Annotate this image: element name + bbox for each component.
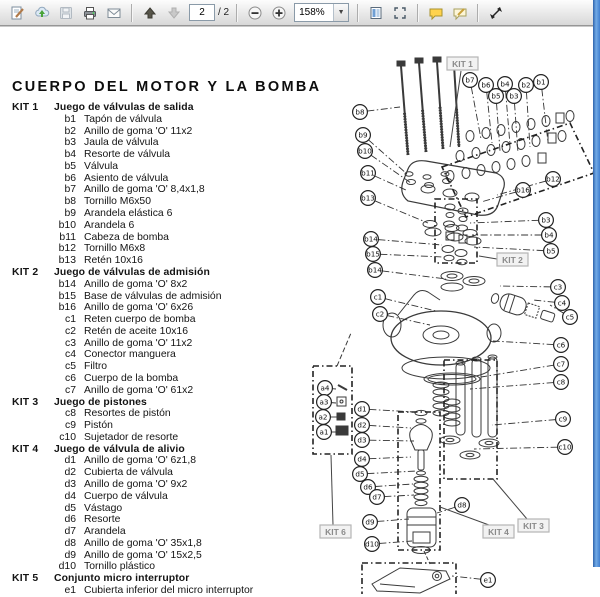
svg-text:KIT 4: KIT 4 bbox=[488, 527, 509, 537]
diagram-callout bbox=[355, 452, 370, 467]
kit-name: Juego de pistones bbox=[54, 397, 147, 409]
part-code: d9 bbox=[12, 550, 84, 562]
diagram-callout bbox=[371, 290, 386, 305]
svg-text:KIT 6: KIT 6 bbox=[325, 527, 346, 537]
svg-text:b5: b5 bbox=[491, 92, 500, 101]
diagram-kit-label bbox=[497, 253, 528, 266]
part-code: b2 bbox=[12, 126, 84, 138]
part-label: Resortes de pistón bbox=[84, 408, 171, 420]
kit-dashed-box bbox=[398, 412, 440, 550]
save-icon[interactable] bbox=[55, 3, 77, 23]
diagram-callout bbox=[546, 172, 561, 187]
part-code: c10 bbox=[12, 432, 84, 444]
svg-text:d8: d8 bbox=[457, 501, 467, 510]
toolbar-separator bbox=[131, 4, 133, 22]
part-label: Tornillo M6x8 bbox=[84, 243, 145, 255]
part-label: Anillo de goma 'O' 6z1,8 bbox=[84, 455, 196, 467]
diagram-callout bbox=[356, 128, 371, 143]
part-label: Cubierta inferior del micro interruptor bbox=[84, 585, 253, 597]
diagram-callout bbox=[481, 573, 496, 588]
part-code: d4 bbox=[12, 491, 84, 503]
part-code: c4 bbox=[12, 349, 84, 361]
part-code: c5 bbox=[12, 361, 84, 373]
part-code: d10 bbox=[12, 561, 84, 573]
zoom-out-icon[interactable] bbox=[244, 3, 266, 23]
part-code: b13 bbox=[12, 255, 84, 267]
part-label: Tornillo plástico bbox=[84, 561, 155, 573]
part-code: d5 bbox=[12, 503, 84, 515]
diagram-callout bbox=[507, 89, 522, 104]
part-code: b7 bbox=[12, 184, 84, 196]
fit-page-icon[interactable] bbox=[389, 3, 411, 23]
part-label: Base de válvulas de admisión bbox=[84, 291, 221, 303]
diagram-kit-label bbox=[320, 525, 351, 538]
part-code: b10 bbox=[12, 220, 84, 232]
zoom-level-value: 158% bbox=[295, 7, 333, 18]
toolbar-separator bbox=[477, 4, 479, 22]
diagram-callout bbox=[554, 338, 569, 353]
diagram-callout bbox=[373, 307, 388, 322]
svg-text:b3: b3 bbox=[509, 92, 518, 101]
svg-text:c9: c9 bbox=[559, 415, 568, 424]
svg-text:b10: b10 bbox=[358, 147, 372, 156]
part-code: b3 bbox=[12, 137, 84, 149]
kit-id: KIT 2 bbox=[12, 267, 54, 279]
svg-text:c6: c6 bbox=[557, 341, 566, 350]
diagram-callout bbox=[365, 537, 380, 552]
part-code: b1 bbox=[12, 114, 84, 126]
part-code: c2 bbox=[12, 326, 84, 338]
cloud-upload-icon[interactable] bbox=[31, 3, 53, 23]
diagram-callout bbox=[463, 73, 478, 88]
part-label: Anillo de goma 'O' 11x2 bbox=[84, 126, 192, 138]
part-label: Cuerpo de válvula bbox=[84, 491, 168, 503]
part-label: Resorte bbox=[84, 514, 120, 526]
svg-text:c1: c1 bbox=[374, 293, 383, 302]
part-label: Anillo de goma 'O' 8,4x1,8 bbox=[84, 184, 205, 196]
part-code: b5 bbox=[12, 161, 84, 173]
svg-text:b8: b8 bbox=[355, 108, 365, 117]
svg-text:b5: b5 bbox=[546, 247, 555, 256]
svg-text:d4: d4 bbox=[357, 455, 367, 464]
page-total-label: / 2 bbox=[218, 7, 229, 18]
part-label: Arandela 6 bbox=[84, 220, 134, 232]
svg-text:b12: b12 bbox=[546, 175, 560, 184]
part-label: Anillo de goma 'O' 35x1,8 bbox=[84, 538, 202, 550]
diagram-callout bbox=[361, 191, 376, 206]
exploded-diagram bbox=[0, 27, 600, 594]
svg-text:b11: b11 bbox=[361, 169, 375, 178]
part-label: Cabeza de bomba bbox=[84, 232, 169, 244]
part-label: Anillo de goma 'O' 9x2 bbox=[84, 479, 187, 491]
kit-id: KIT 5 bbox=[12, 573, 54, 585]
diagram-kit-label bbox=[483, 525, 514, 538]
part-code: d6 bbox=[12, 514, 84, 526]
part-label: Retén de aceite 10x16 bbox=[84, 326, 188, 338]
svg-text:d9: d9 bbox=[365, 518, 375, 527]
part-code: c3 bbox=[12, 338, 84, 350]
svg-text:KIT 3: KIT 3 bbox=[523, 521, 544, 531]
diagram-kit-label bbox=[518, 519, 549, 532]
part-code: b16 bbox=[12, 302, 84, 314]
diagram-callout bbox=[316, 410, 331, 425]
kit-name: Juego de válvula de alivio bbox=[54, 444, 185, 456]
diagram-callout bbox=[556, 412, 571, 427]
edit-icon[interactable] bbox=[7, 3, 29, 23]
part-label: Sujetador de resorte bbox=[84, 432, 178, 444]
chevron-down-icon[interactable]: ▼ bbox=[333, 4, 348, 21]
svg-text:b15: b15 bbox=[366, 250, 380, 259]
svg-text:b6: b6 bbox=[481, 81, 491, 90]
diagram-callout bbox=[519, 78, 534, 93]
kit-dashed-box bbox=[313, 366, 352, 454]
diagram-callout bbox=[317, 425, 332, 440]
part-label: Cubierta de válvula bbox=[84, 467, 173, 479]
svg-text:a3: a3 bbox=[320, 398, 329, 407]
svg-text:b16: b16 bbox=[516, 186, 530, 195]
part-code: d2 bbox=[12, 467, 84, 479]
diagram-callout bbox=[516, 183, 531, 198]
diagram-kit-label bbox=[447, 57, 478, 70]
diagram-callout bbox=[551, 280, 566, 295]
email-icon[interactable] bbox=[103, 3, 125, 23]
kit-id: KIT 1 bbox=[12, 102, 54, 114]
part-code: c8 bbox=[12, 408, 84, 420]
part-label: Anillo de goma 'O' 11x2 bbox=[84, 338, 192, 350]
diagram-callout bbox=[455, 498, 470, 513]
kit-name: Juego de válvulas de salida bbox=[54, 102, 194, 114]
part-label: Filtro bbox=[84, 361, 107, 373]
diagram-callout bbox=[558, 440, 573, 455]
part-label: Jaula de válvula bbox=[84, 137, 159, 149]
part-code: b9 bbox=[12, 208, 84, 220]
toolbar-separator bbox=[357, 4, 359, 22]
part-code: d3 bbox=[12, 479, 84, 491]
svg-text:d7: d7 bbox=[372, 493, 381, 502]
part-label: Arandela elástica 6 bbox=[84, 208, 172, 220]
zoom-in-icon[interactable] bbox=[268, 3, 290, 23]
diagram-callout bbox=[358, 144, 373, 159]
svg-text:b14: b14 bbox=[368, 266, 382, 275]
svg-text:b2: b2 bbox=[521, 81, 530, 90]
kit-dashed-box bbox=[442, 123, 594, 217]
diagram-callout bbox=[366, 247, 381, 262]
svg-text:d3: d3 bbox=[357, 436, 366, 445]
svg-text:b14: b14 bbox=[364, 235, 378, 244]
svg-text:b4: b4 bbox=[500, 80, 510, 89]
svg-text:d2: d2 bbox=[357, 421, 366, 430]
part-code: d8 bbox=[12, 538, 84, 550]
svg-text:b7: b7 bbox=[465, 76, 474, 85]
part-label: Anillo de goma 'O' 15x2,5 bbox=[84, 550, 202, 562]
part-label: Conector manguera bbox=[84, 349, 176, 361]
svg-text:b4: b4 bbox=[544, 231, 554, 240]
kit-id: KIT 3 bbox=[12, 397, 54, 409]
part-code: c7 bbox=[12, 385, 84, 397]
svg-text:b1: b1 bbox=[536, 78, 545, 87]
svg-text:c10: c10 bbox=[558, 443, 572, 452]
diagram-callout bbox=[361, 166, 376, 181]
diagram-callout bbox=[363, 515, 378, 530]
part-code: b12 bbox=[12, 243, 84, 255]
pdf-toolbar bbox=[0, 0, 600, 26]
diagram-callout bbox=[539, 213, 554, 228]
diagram-callout bbox=[317, 395, 332, 410]
note-icon[interactable] bbox=[449, 3, 471, 23]
svg-text:c8: c8 bbox=[557, 378, 566, 387]
part-label: Vástago bbox=[84, 503, 122, 515]
document-page bbox=[0, 27, 593, 567]
part-code: b6 bbox=[12, 173, 84, 185]
svg-text:KIT 1: KIT 1 bbox=[452, 59, 473, 69]
diagram-callout bbox=[353, 105, 368, 120]
svg-text:b13: b13 bbox=[361, 194, 375, 203]
comment-icon[interactable] bbox=[425, 3, 447, 23]
part-code: b8 bbox=[12, 196, 84, 208]
actual-size-icon[interactable] bbox=[485, 3, 507, 23]
toolbar-separator bbox=[417, 4, 419, 22]
svg-text:c4: c4 bbox=[558, 299, 567, 308]
part-label: Resorte de válvula bbox=[84, 149, 170, 161]
part-label: Válvula bbox=[84, 161, 118, 173]
part-label: Tapón de válvula bbox=[84, 114, 162, 126]
svg-text:d10: d10 bbox=[365, 540, 379, 549]
svg-text:a2: a2 bbox=[319, 413, 328, 422]
page-up-icon[interactable] bbox=[139, 3, 161, 23]
diagram-callout bbox=[364, 232, 379, 247]
zoom-level-select[interactable] bbox=[294, 3, 349, 22]
part-label: Anillo de goma 'O' 61x2 bbox=[84, 385, 193, 397]
page-title: CUERPO DEL MOTOR Y LA BOMBA bbox=[12, 79, 321, 95]
svg-text:KIT 2: KIT 2 bbox=[502, 255, 523, 265]
diagram-callout bbox=[355, 418, 370, 433]
part-label: Tornillo M6x50 bbox=[84, 196, 151, 208]
fit-width-icon[interactable] bbox=[365, 3, 387, 23]
diagram-callout bbox=[563, 310, 578, 325]
diagram-callout bbox=[544, 244, 559, 259]
svg-text:c2: c2 bbox=[376, 310, 385, 319]
part-label: Reten cuerpo de bomba bbox=[84, 314, 196, 326]
diagram-callout bbox=[554, 375, 569, 390]
diagram-callout bbox=[318, 381, 333, 396]
diagram-callout bbox=[353, 467, 368, 482]
kit-dashed-box bbox=[444, 360, 497, 479]
page-down-icon[interactable] bbox=[163, 3, 185, 23]
svg-text:b9: b9 bbox=[358, 131, 368, 140]
diagram-callout bbox=[542, 228, 557, 243]
kit-name: Conjunto micro interruptor bbox=[54, 573, 189, 585]
part-code: b15 bbox=[12, 291, 84, 303]
kit-name: Juego de válvulas de admisión bbox=[54, 267, 210, 279]
svg-text:a4: a4 bbox=[321, 384, 330, 393]
svg-text:c7: c7 bbox=[557, 360, 566, 369]
diagram-callout bbox=[370, 490, 385, 505]
diagram-callout bbox=[355, 402, 370, 417]
kit-id: KIT 4 bbox=[12, 444, 54, 456]
page-number-input[interactable] bbox=[189, 4, 215, 21]
svg-text:e1: e1 bbox=[484, 576, 493, 585]
part-code: d1 bbox=[12, 455, 84, 467]
print-icon[interactable] bbox=[79, 3, 101, 23]
part-label: Asiento de válvula bbox=[84, 173, 168, 185]
svg-text:b3: b3 bbox=[541, 216, 550, 225]
part-code: c1 bbox=[12, 314, 84, 326]
svg-text:a1: a1 bbox=[320, 428, 329, 437]
diagram-callout bbox=[554, 357, 569, 372]
svg-text:c5: c5 bbox=[566, 313, 575, 322]
part-code: c6 bbox=[12, 373, 84, 385]
svg-text:d6: d6 bbox=[363, 483, 373, 492]
svg-text:d5: d5 bbox=[355, 470, 364, 479]
part-code: b11 bbox=[12, 232, 84, 244]
part-label: Retén 10x16 bbox=[84, 255, 143, 267]
part-code: b4 bbox=[12, 149, 84, 161]
diagram-callout bbox=[555, 296, 570, 311]
part-code: c9 bbox=[12, 420, 84, 432]
diagram-callout bbox=[355, 433, 370, 448]
svg-text:d1: d1 bbox=[357, 405, 366, 414]
part-label: Anillo de goma 'O' 8x2 bbox=[84, 279, 187, 291]
part-code: d7 bbox=[12, 526, 84, 538]
diagram-callout bbox=[534, 75, 549, 90]
part-label: Arandela bbox=[84, 526, 126, 538]
part-label: Pistón bbox=[84, 420, 113, 432]
toolbar-separator bbox=[236, 4, 238, 22]
window-border-right bbox=[593, 0, 600, 567]
part-label: Cuerpo de la bomba bbox=[84, 373, 178, 385]
part-label: Anillo de goma 'O' 6x26 bbox=[84, 302, 193, 314]
svg-text:c3: c3 bbox=[554, 283, 563, 292]
diagram-callout bbox=[368, 263, 383, 278]
part-code: e1 bbox=[12, 585, 84, 597]
part-code: b14 bbox=[12, 279, 84, 291]
